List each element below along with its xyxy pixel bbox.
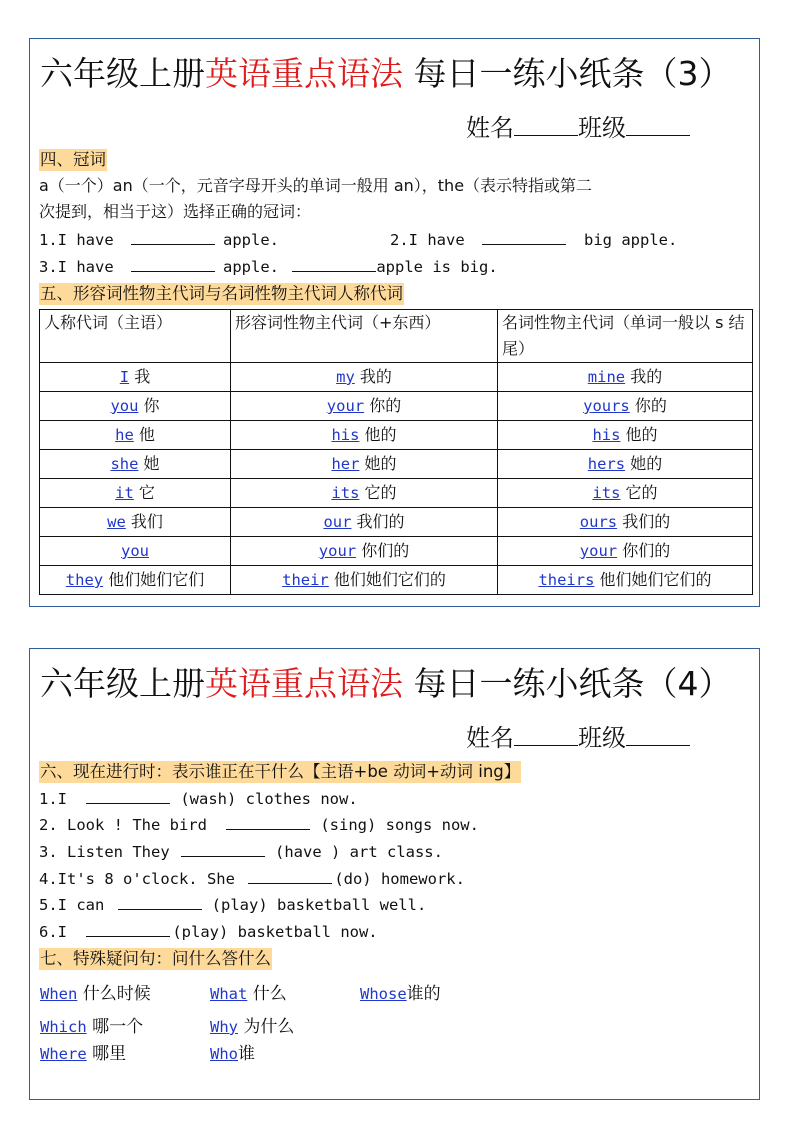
noun-possessive-word: yours — [583, 397, 630, 415]
exercise-line — [39, 868, 465, 890]
adjective-possessive-meaning: 它的 — [364, 483, 397, 502]
noun-possessive-cell — [498, 508, 753, 537]
personal-pronoun-meaning: 我们 — [130, 512, 163, 531]
adjective-possessive-cell — [231, 479, 498, 508]
question-1 — [39, 229, 279, 251]
question-word — [210, 1042, 255, 1066]
table-header: 名词性物主代词（单词一般以 s 结尾） — [498, 310, 753, 363]
adjective-possessive-word: your — [326, 397, 365, 415]
exercise-text: 3. Listen They — [39, 843, 170, 861]
noun-possessive-cell — [498, 363, 753, 392]
personal-pronoun-meaning: 它 — [138, 483, 155, 502]
table-row — [40, 392, 753, 421]
personal-pronoun-cell — [40, 363, 231, 392]
exercise-text: 5.I can — [39, 896, 105, 914]
name-label: 姓名 — [466, 114, 514, 142]
personal-pronoun-word: we — [107, 513, 126, 531]
noun-possessive-meaning: 她的 — [630, 454, 663, 473]
personal-pronoun-word: you — [110, 397, 139, 415]
class-blank[interactable] — [626, 721, 690, 746]
section-heading: 七、特殊疑问句：问什么答什么 — [40, 949, 271, 968]
exercise-text: 1.I — [39, 790, 67, 808]
table-header-row — [40, 310, 753, 363]
exercise-line — [39, 894, 426, 916]
answer-blank[interactable] — [86, 788, 170, 804]
answer-blank[interactable] — [248, 868, 332, 884]
noun-possessive-cell — [498, 537, 753, 566]
article-explanation: 次提到，相当于这）选择正确的冠词： — [39, 202, 312, 221]
question-3 — [39, 256, 498, 278]
section-heading: 六、现在进行时：表示谁正在干什么【主语+be 动词+动词 ing】 — [40, 762, 521, 781]
personal-pronoun-cell — [40, 479, 231, 508]
table-row — [40, 450, 753, 479]
title-part: 六年级上册 — [40, 664, 205, 703]
adjective-possessive-cell — [231, 421, 498, 450]
adjective-possessive-word: my — [336, 368, 355, 386]
question-text: apple is big. — [376, 258, 498, 276]
question-text: apple. — [223, 258, 279, 276]
question-word-en: Where — [40, 1045, 87, 1063]
question-word-en: Which — [40, 1018, 87, 1036]
adjective-possessive-cell — [231, 508, 498, 537]
exercise-text: (sing) songs now. — [320, 816, 479, 834]
title-part: 每日一练小纸条（3） — [403, 54, 732, 93]
question-word-en: Why — [210, 1018, 238, 1036]
adjective-possessive-word: our — [323, 513, 352, 531]
adjective-possessive-meaning: 你们的 — [361, 541, 410, 560]
question-2 — [390, 229, 677, 251]
section-heading: 四、冠词 — [40, 150, 106, 169]
article-explanation: a（一个）an（一个，元音字母开头的单词一般用 an），the（表示特指或第二 — [39, 176, 593, 195]
table-row — [40, 537, 753, 566]
personal-pronoun-meaning: 她 — [143, 454, 160, 473]
name-blank[interactable] — [514, 111, 578, 136]
personal-pronoun-cell — [40, 450, 231, 479]
question-word-zh: 谁 — [238, 1044, 255, 1064]
answer-blank[interactable] — [181, 841, 265, 857]
adjective-possessive-meaning: 他们她们它们的 — [333, 570, 446, 589]
noun-possessive-meaning: 我们的 — [622, 512, 671, 531]
pronoun-table — [39, 309, 753, 595]
noun-possessive-word: your — [579, 542, 618, 560]
exercise-text: (have ) art class. — [275, 843, 443, 861]
personal-pronoun-cell — [40, 566, 231, 595]
adjective-possessive-word: his — [331, 426, 360, 444]
answer-blank[interactable] — [131, 256, 215, 272]
noun-possessive-meaning: 它的 — [625, 483, 658, 502]
answer-blank[interactable] — [482, 229, 566, 245]
exercise-line — [39, 841, 443, 863]
adjective-possessive-word: their — [282, 571, 329, 589]
class-label: 班级 — [578, 114, 626, 142]
question-word-en: When — [40, 985, 78, 1003]
noun-possessive-meaning: 你的 — [634, 396, 667, 415]
name-class-line — [466, 721, 690, 754]
answer-blank[interactable] — [131, 229, 215, 245]
adjective-possessive-cell — [231, 450, 498, 479]
exercise-text: (play) basketball well. — [211, 896, 427, 914]
adjective-possessive-meaning: 你的 — [369, 396, 402, 415]
question-word-zh: 哪里 — [92, 1044, 127, 1064]
question-word — [210, 982, 287, 1006]
noun-possessive-cell — [498, 450, 753, 479]
noun-possessive-word: theirs — [538, 571, 595, 589]
noun-possessive-word: hers — [587, 455, 626, 473]
table-row — [40, 566, 753, 595]
personal-pronoun-cell — [40, 508, 231, 537]
answer-blank[interactable] — [118, 894, 202, 910]
name-class-line — [466, 111, 690, 144]
noun-possessive-cell — [498, 421, 753, 450]
personal-pronoun-cell — [40, 537, 231, 566]
question-word — [40, 1042, 126, 1066]
personal-pronoun-meaning: 我 — [134, 367, 151, 386]
answer-blank[interactable] — [86, 921, 170, 937]
exercise-line — [39, 921, 378, 943]
personal-pronoun-word: she — [110, 455, 139, 473]
table-header: 人称代词（主语） — [40, 310, 231, 363]
class-label: 班级 — [578, 724, 626, 752]
personal-pronoun-cell — [40, 421, 231, 450]
personal-pronoun-word: they — [65, 571, 104, 589]
adjective-possessive-cell — [231, 392, 498, 421]
worksheet-card-3 — [29, 38, 760, 607]
adjective-possessive-cell — [231, 566, 498, 595]
adjective-possessive-cell — [231, 363, 498, 392]
question-word-zh: 谁的 — [406, 984, 441, 1004]
adjective-possessive-cell — [231, 537, 498, 566]
exercise-text: 2. Look ! The bird — [39, 816, 207, 834]
exercise-text: 6.I — [39, 923, 67, 941]
question-word — [210, 1015, 294, 1039]
name-blank[interactable] — [514, 721, 578, 746]
class-blank[interactable] — [626, 111, 690, 136]
question-text: apple. — [223, 231, 279, 249]
exercise-text: (wash) clothes now. — [180, 790, 358, 808]
noun-possessive-word: ours — [579, 513, 618, 531]
exercise-line — [39, 814, 479, 836]
noun-possessive-word: mine — [587, 368, 626, 386]
noun-possessive-cell — [498, 479, 753, 508]
title-highlight: 英语重点语法 — [205, 54, 403, 93]
title-part: 每日一练小纸条（4） — [403, 664, 732, 703]
answer-blank[interactable] — [292, 256, 376, 272]
exercise-text: 4.It's 8 o'clock. She — [39, 870, 235, 888]
question-word-zh: 哪一个 — [92, 1017, 144, 1037]
name-label: 姓名 — [466, 724, 514, 752]
question-word-en: What — [210, 985, 248, 1003]
exercise-line — [39, 788, 358, 810]
question-text: 2.I have — [390, 231, 465, 249]
question-word-en: Who — [210, 1045, 238, 1063]
noun-possessive-word: his — [592, 426, 621, 444]
question-word-en: Whose — [360, 985, 407, 1003]
question-text: 3.I have — [39, 258, 114, 276]
table-header: 形容词性物主代词（+东西） — [231, 310, 498, 363]
noun-possessive-cell — [498, 566, 753, 595]
question-text: 1.I have — [39, 231, 114, 249]
table-row — [40, 508, 753, 537]
noun-possessive-meaning: 他们她们它们的 — [599, 570, 712, 589]
question-word-zh: 为什么 — [243, 1017, 295, 1037]
adjective-possessive-meaning: 他的 — [364, 425, 397, 444]
personal-pronoun-word: he — [115, 426, 134, 444]
question-word — [40, 1015, 143, 1039]
title-part: 六年级上册 — [40, 54, 205, 93]
personal-pronoun-meaning: 你 — [143, 396, 160, 415]
title-highlight: 英语重点语法 — [205, 664, 403, 703]
exercise-text: (do) homework. — [334, 870, 465, 888]
adjective-possessive-word: her — [331, 455, 360, 473]
personal-pronoun-meaning: 他 — [138, 425, 155, 444]
table-row — [40, 421, 753, 450]
personal-pronoun-word: I — [119, 368, 130, 386]
adjective-possessive-meaning: 她的 — [364, 454, 397, 473]
question-word-zh: 什么时候 — [82, 984, 151, 1004]
question-word — [40, 982, 151, 1006]
adjective-possessive-meaning: 我的 — [359, 367, 392, 386]
personal-pronoun-word: it — [115, 484, 134, 502]
adjective-possessive-meaning: 我们的 — [356, 512, 405, 531]
noun-possessive-cell — [498, 392, 753, 421]
card-title — [40, 661, 732, 707]
table-row — [40, 479, 753, 508]
worksheet-card-4 — [29, 648, 760, 1100]
personal-pronoun-cell — [40, 392, 231, 421]
card-title — [40, 51, 732, 97]
noun-possessive-meaning: 我的 — [630, 367, 663, 386]
adjective-possessive-word: your — [318, 542, 357, 560]
section-heading: 五、形容词性物主代词与名词性物主代词人称代词 — [40, 284, 403, 303]
noun-possessive-word: its — [592, 484, 621, 502]
question-word — [360, 982, 441, 1006]
personal-pronoun-meaning: 他们她们它们 — [108, 570, 205, 589]
personal-pronoun-word: you — [121, 542, 149, 560]
exercise-text: (play) basketball now. — [172, 923, 378, 941]
table-row — [40, 363, 753, 392]
noun-possessive-meaning: 你们的 — [622, 541, 671, 560]
question-word-zh: 什么 — [252, 984, 287, 1004]
adjective-possessive-word: its — [331, 484, 360, 502]
noun-possessive-meaning: 他的 — [625, 425, 658, 444]
answer-blank[interactable] — [226, 814, 310, 830]
question-text: big apple. — [584, 231, 678, 249]
